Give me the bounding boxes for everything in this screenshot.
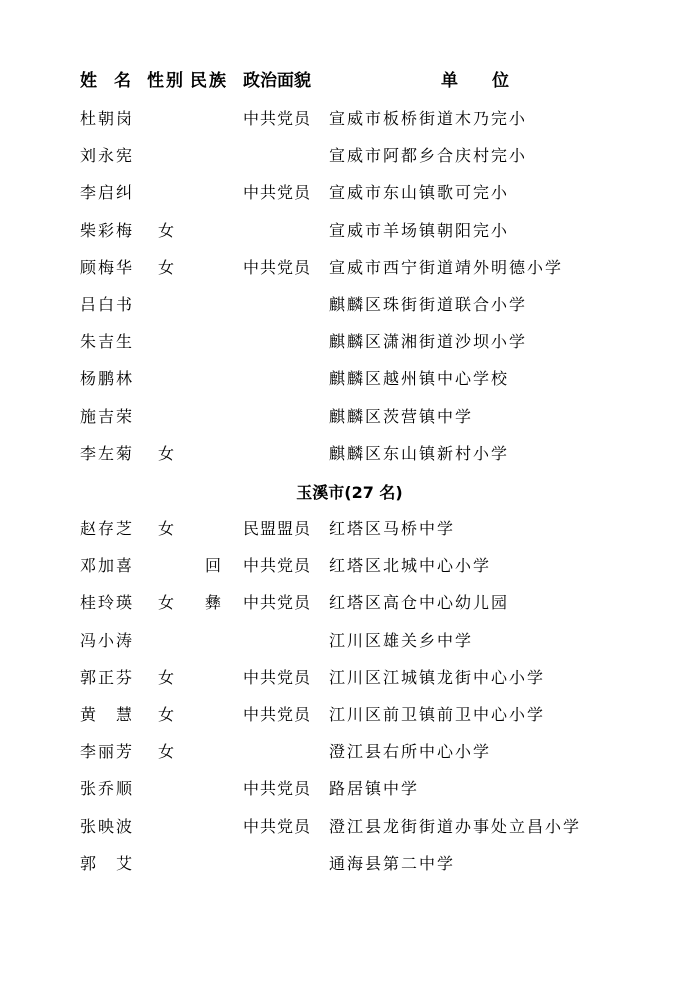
header-name: 姓 名 bbox=[80, 71, 131, 91]
cell-sex: 女 bbox=[158, 519, 175, 538]
cell-political: 民盟盟员 bbox=[243, 519, 312, 538]
cell-unit: 红塔区北城中心小学 bbox=[329, 556, 492, 576]
table-row bbox=[0, 218, 699, 246]
cell-unit: 宣威市羊场镇朝阳完小 bbox=[329, 220, 510, 240]
cell-political: 中共党员 bbox=[243, 779, 312, 799]
cell-sex: 女 bbox=[158, 220, 175, 240]
cell-name: 杜朝岗 bbox=[80, 109, 135, 128]
cell-name: 吕白书 bbox=[80, 295, 135, 314]
cell-name: 杨鹏林 bbox=[80, 369, 135, 389]
cell-political: 中共党员 bbox=[243, 705, 312, 724]
cell-unit: 路居镇中学 bbox=[329, 779, 420, 799]
cell-sex: 女 bbox=[158, 742, 175, 762]
cell-sex: 女 bbox=[158, 257, 175, 277]
cell-unit: 宣威市西宁街道靖外明德小学 bbox=[329, 257, 564, 277]
cell-ethnicity: 回 bbox=[205, 556, 222, 576]
table-row bbox=[0, 106, 699, 134]
table-row bbox=[0, 404, 699, 432]
cell-unit: 红塔区马桥中学 bbox=[329, 519, 456, 538]
cell-sex: 女 bbox=[158, 705, 175, 724]
table-row bbox=[0, 665, 699, 693]
table-row bbox=[0, 702, 699, 730]
cell-unit: 麒麟区珠街街道联合小学 bbox=[329, 295, 528, 314]
cell-name: 李丽芳 bbox=[80, 742, 135, 762]
cell-political: 中共党员 bbox=[243, 109, 312, 128]
table-row bbox=[0, 143, 699, 171]
header-ethnicity: 民族 bbox=[190, 71, 228, 91]
cell-name: 黄 慧 bbox=[80, 705, 135, 724]
cell-name: 冯小涛 bbox=[80, 630, 135, 650]
table-row bbox=[0, 180, 699, 208]
cell-unit: 江川区雄关乡中学 bbox=[329, 630, 474, 650]
cell-sex: 女 bbox=[158, 443, 175, 463]
cell-political: 中共党员 bbox=[243, 556, 312, 576]
cell-name: 张映波 bbox=[80, 816, 135, 836]
cell-name: 郭正芬 bbox=[80, 667, 135, 687]
cell-name: 李启纠 bbox=[80, 183, 135, 203]
table-row bbox=[0, 739, 699, 767]
cell-name: 李左菊 bbox=[80, 443, 135, 463]
table-row bbox=[0, 776, 699, 804]
cell-unit: 宣威市板桥街道木乃完小 bbox=[329, 109, 528, 128]
cell-unit: 麒麟区东山镇新村小学 bbox=[329, 443, 510, 463]
cell-ethnicity: 彝 bbox=[205, 593, 222, 613]
cell-name: 邓加喜 bbox=[80, 556, 135, 576]
header-political: 政治面貌 bbox=[243, 71, 311, 91]
cell-unit: 红塔区高仓中心幼儿园 bbox=[329, 593, 510, 613]
cell-sex: 女 bbox=[158, 667, 175, 687]
cell-political: 中共党员 bbox=[243, 816, 312, 836]
cell-political: 中共党员 bbox=[243, 593, 312, 613]
header-sex: 性别 bbox=[147, 71, 185, 91]
cell-name: 顾梅华 bbox=[80, 257, 135, 277]
cell-political: 中共党员 bbox=[243, 257, 312, 277]
cell-name: 桂玲瑛 bbox=[80, 593, 135, 613]
cell-unit: 江川区前卫镇前卫中心小学 bbox=[329, 705, 546, 724]
table-row bbox=[0, 516, 699, 544]
table-row bbox=[0, 553, 699, 581]
table-row bbox=[0, 329, 699, 357]
table-row bbox=[0, 628, 699, 656]
table-row bbox=[0, 851, 699, 879]
table-row bbox=[0, 814, 699, 842]
cell-sex: 女 bbox=[158, 593, 175, 613]
cell-name: 郭 艾 bbox=[80, 853, 135, 873]
header-unit: 单 位 bbox=[441, 71, 509, 91]
cell-name: 朱吉生 bbox=[80, 332, 135, 352]
table-header bbox=[0, 66, 699, 96]
table-row bbox=[0, 590, 699, 618]
table-row bbox=[0, 255, 699, 283]
cell-political: 中共党员 bbox=[243, 667, 312, 687]
cell-name: 柴彩梅 bbox=[80, 220, 135, 240]
cell-name: 施吉荣 bbox=[80, 406, 135, 426]
cell-unit: 宣威市东山镇歌可完小 bbox=[329, 183, 510, 203]
cell-unit: 麒麟区潇湘街道沙坝小学 bbox=[329, 332, 528, 352]
cell-unit: 澄江县右所中心小学 bbox=[329, 742, 492, 762]
table-row bbox=[0, 441, 699, 469]
cell-political: 中共党员 bbox=[243, 183, 312, 203]
cell-name: 张乔顺 bbox=[80, 779, 135, 799]
cell-unit: 麒麟区茨营镇中学 bbox=[329, 406, 474, 426]
cell-unit: 江川区江城镇龙街中心小学 bbox=[329, 667, 546, 687]
cell-unit: 宣威市阿都乡合庆村完小 bbox=[329, 146, 528, 166]
cell-name: 刘永宪 bbox=[80, 146, 135, 166]
table-row bbox=[0, 366, 699, 394]
cell-unit: 通海县第二中学 bbox=[329, 853, 456, 873]
cell-name: 赵存芝 bbox=[80, 519, 135, 538]
table-row bbox=[0, 292, 699, 320]
cell-unit: 澄江县龙街街道办事处立昌小学 bbox=[329, 816, 582, 836]
cell-unit: 麒麟区越州镇中心学校 bbox=[329, 369, 510, 389]
section-title: 玉溪市(27 名) bbox=[296, 483, 403, 502]
